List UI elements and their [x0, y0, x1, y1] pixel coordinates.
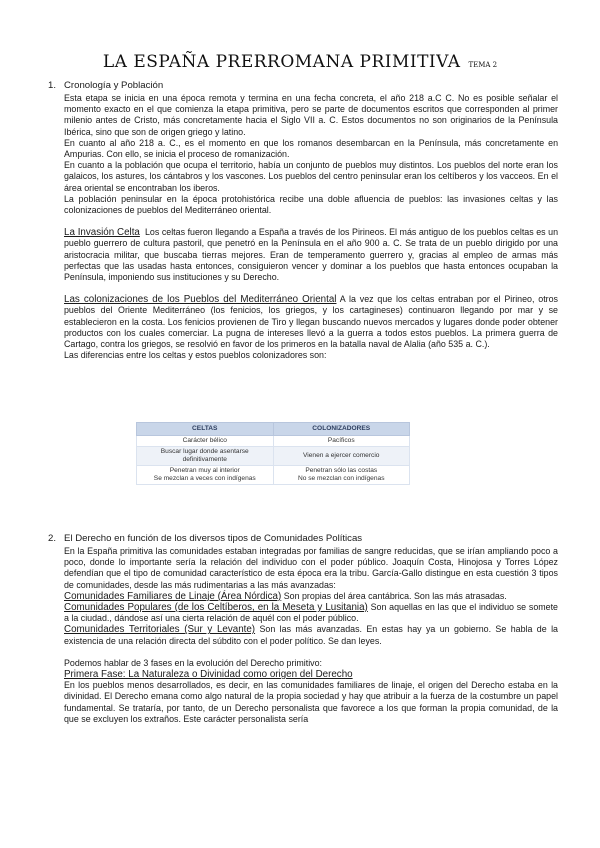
- colon-text: A la vez que los celtas entraban por el Pirineo, otros pueblos del Oriente Mediterráneo (los fenicios, los griegos, y los cartagineses) continuaron llegando por mar y se establecieron en la costa. Los fenicios provienen de Tiro y llegan buscando nuevos mercados y lugares donde poder obtener productos con los cuales comerciar. La pugna de intereses llevó a la guerra a todos estos pueblos. La primera guerra de Cartago, contra los griegos, se resolvió en favor de los primeros en la batalla naval de Alalia (año 535 a. C.).: [64, 294, 558, 350]
- section-2-body: [64, 546, 558, 725]
- section-2-heading: [48, 533, 362, 544]
- table-cell: Penetran sólo las costas No se mezclan con indígenas: [273, 466, 410, 485]
- table-cell: Buscar lugar donde asentarse definitivamente: [137, 447, 274, 466]
- community-2-text: Son aquellas en las que el individuo se somete a la ciudad., dándose así una cierta relación de aquél con el poder público.: [64, 602, 558, 624]
- title-tema: TEMA 2: [468, 61, 498, 69]
- community-3: [64, 624, 558, 646]
- s2-paragraph-1: En la España primitiva las comunidades estaban integradas por familias de sangre reducidas, que se irían ampliando poco a poco, donde lo importante sería la relación del individuo con el poder público. Joaquín Costa, Hinojosa y Torres López defendían que el tipo de comunidad característico de esta época era la tribu. García-Gallo distingue en esta cuestión 3 tipos de comunidades, desde las más rudimentarias a las más avanzadas:: [64, 546, 558, 590]
- page-title: [0, 52, 600, 72]
- table-header-colonizadores: COLONIZADORES: [273, 423, 410, 436]
- community-2-title: Comunidades Populares (de los Celtíberos, en la Meseta y Lusitania): [64, 602, 368, 614]
- title-main: LA ESPAÑA PRERROMANA PRIMITIVA: [102, 52, 461, 72]
- s1-paragraph-3: En cuanto a la población que ocupa el territorio, había un conjunto de pueblos muy distintos. Los pueblos del norte eran los galaicos, los astures, los cántabros y los vascones. Los pueblos del centro peninsular eran los celtíberos y los vacceos. En el área oriental se encontraban los iberos.: [64, 160, 558, 193]
- table-header-row: [137, 423, 410, 436]
- section-1-body: [64, 93, 558, 361]
- section-2-number: 2.: [48, 533, 57, 544]
- s1-paragraph-2: En cuanto al año 218 a. C., es el momento en que los romanos desembarcan en la Península, más concretamente en Ampurias. Con ello, se inicia el proceso de romanización.: [64, 137, 558, 160]
- section-1-heading: [48, 80, 163, 91]
- table-row: [137, 436, 410, 447]
- section-1-title: Cronología y Población: [64, 80, 164, 91]
- community-1: [64, 591, 558, 602]
- phase-1-title: Primera Fase: La Naturaleza o Divinidad como origen del Derecho: [64, 669, 353, 681]
- phase-1-text: En los pueblos menos desarrollados, es decir, en las comunidades familiares de linaje, el origen del Derecho estaba en la divinidad. El Derecho emana como algo natural de la propia sociedad y hay que atribuir a la fuerza de la costumbre un papel fundamental. Se trataría, por tanto, de un Derecho personalista que favorece a los que forman la propia comunidad, de la que se excluyen los extraños. Este carácter personalista sería: [64, 680, 558, 724]
- table-row: [137, 447, 410, 466]
- table-cell: Carácter bélico: [137, 436, 274, 447]
- s1-paragraph-1: Esta etapa se inicia en una época remota y termina en una fecha concreta, el año 218 a.C C. No es posible señalar el momento exacto en el que comienza la etapa primitiva, pero se parte de documentos escritos que corresponden al primer milenio antes de Cristo, más concretamente hacia el Siglo VII a. C. Estos documentos no son originarios de la Península Ibérica, sino que son de origen griego y latino.: [64, 93, 558, 137]
- section-2-title: El Derecho en función de los diversos tipos de Comunidades Políticas: [64, 533, 363, 544]
- table-header-celtas: CELTAS: [137, 423, 274, 436]
- colon-paragraph: [64, 294, 558, 350]
- community-2: [64, 602, 558, 624]
- celta-title: La Invasión Celta: [64, 227, 140, 239]
- community-3-text: Son las más avanzadas. En estas hay ya un gobierno. Se habla de la existencia de una relación directa del súbdito con el poder político. Se dan leyes.: [64, 624, 558, 646]
- celta-text: Los celtas fueron llegando a España a través de los Pirineos. El más antiguo de los pueblos celtas es un pueblo guerrero de cultura pastoril, que penetró en la Península en el año 900 a. C. Se trata de un pueblo dirigido por una aristocracia militar, que buscaba tierras mejores. Eran de temperamento guerrero y, gracias al empleo de armas más perfectas que las usadas hasta entonces, consiguieron vencer y dominar a los pueblos que hasta entonces ocupaban la Península, imponiendo sus instituciones y su Derecho.: [64, 227, 559, 283]
- phases-intro: Podemos hablar de 3 fases en la evolución del Derecho primitivo:: [64, 657, 323, 668]
- community-3-title: Comunidades Territoriales (Sur y Levante): [64, 624, 256, 636]
- table-cell: Penetran muy al interior Se mezclan a veces con indígenas: [137, 466, 274, 485]
- colon-title: Las colonizaciones de los Pueblos del Mediterráneo Oriental: [64, 294, 337, 306]
- diff-paragraph: Las diferencias entre los celtas y estos pueblos colonizadores son:: [64, 350, 327, 361]
- community-1-text: Son propias del área cantábrica. Son las más atrasadas.: [283, 590, 507, 601]
- table-cell: Vienen a ejercer comercio: [273, 447, 410, 466]
- comparison-table: [136, 422, 410, 485]
- celta-paragraph: [64, 227, 558, 283]
- section-1-number: 1.: [48, 80, 57, 91]
- s1-paragraph-4: La población peninsular en la época protohistórica recibe una doble afluencia de pueblos: las invasiones celtas y las colonizaciones de pueblos del Mediterráneo oriental.: [64, 193, 558, 216]
- table-cell: Pacíficos: [273, 436, 410, 447]
- community-1-title: Comunidades Familiares de Linaje (Área Nórdica): [64, 590, 282, 602]
- table-row: [137, 466, 410, 485]
